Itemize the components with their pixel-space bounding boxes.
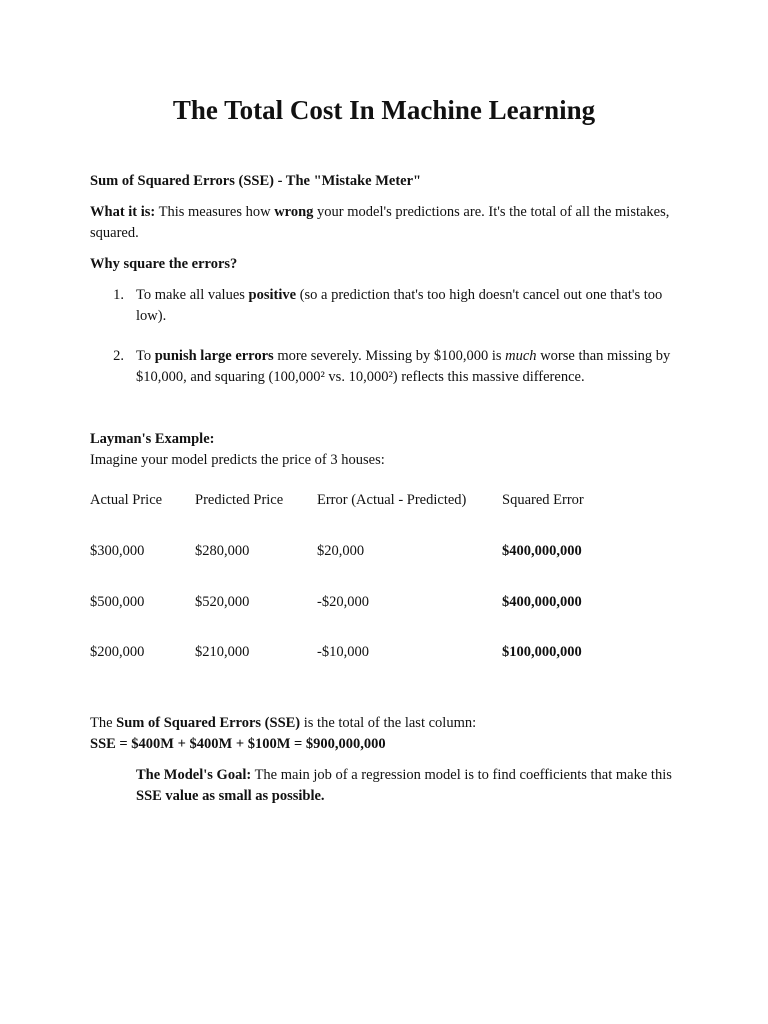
table-cell-squared: $400,000,000 (502, 543, 582, 559)
goal-text-1: The main job of a regression model is to find coefficients that make this (251, 767, 672, 783)
what-it-is-text-2: your model's predictions are. It's the total of all the mistakes, squared. (90, 204, 670, 241)
summary-text-2: is the total of the last column: (300, 715, 477, 731)
goal-emphasis: SSE value as small as possible. (136, 788, 325, 804)
section-heading (90, 171, 421, 192)
table-header-error: Error (Actual - Predicted) (317, 492, 467, 508)
table-cell: $500,000 (90, 594, 145, 610)
goal-label: The Model's Goal: (136, 767, 252, 783)
goal-paragraph (136, 765, 681, 807)
page-title: The Total Cost In Machine Learning (172, 95, 596, 125)
sse-formula-text: SSE = $400M + $400M + $100M = $900,000,000 (90, 736, 386, 752)
reason-1-text (136, 285, 681, 327)
reason-2-emphasis: punish large errors (154, 348, 274, 364)
table-cell: -$10,000 (317, 644, 369, 660)
table-cell-squared: $400,000,000 (502, 594, 582, 610)
table-header-squared: Squared Error (502, 492, 584, 508)
table-cell: $280,000 (195, 543, 250, 559)
summary-line (90, 713, 476, 734)
example-heading (90, 429, 214, 450)
table-cell-squared: $100,000,000 (502, 644, 582, 660)
why-heading (90, 254, 237, 275)
what-it-is-text-1: This measures how (155, 204, 275, 220)
why-heading-text: Why square the errors? (90, 256, 238, 272)
table-cell: $520,000 (195, 594, 250, 610)
table-cell: $200,000 (90, 644, 145, 660)
reason-1-number: 1. (113, 287, 124, 303)
section-heading-text: Sum of Squared Errors (SSE) - The "Mistake Meter" (90, 173, 422, 189)
table-cell: $300,000 (90, 543, 145, 559)
reason-1-emphasis: positive (248, 287, 297, 303)
reason-2-italic: much (505, 348, 537, 364)
reason-1-text-1: To make all values (136, 287, 249, 303)
what-it-is-emphasis: wrong (274, 204, 314, 220)
example-heading-text: Layman's Example: (90, 431, 215, 447)
what-it-is-paragraph (90, 202, 680, 244)
reason-2-text (136, 346, 681, 388)
summary-text-1: The (90, 715, 117, 731)
reason-1-text-2: (so a prediction that's too high doesn't cancel out one that's too low). (136, 287, 663, 324)
what-it-is-label: What it is: (90, 204, 156, 220)
example-intro: Imagine your model predicts the price of 3 houses: (90, 452, 385, 468)
summary-emphasis: Sum of Squared Errors (SSE) (116, 715, 301, 731)
reason-2-number: 2. (113, 348, 124, 364)
reason-2-text-3: worse than missing by $10,000, and squaring (100,000² vs. 10,000²) reflects this massive difference. (136, 348, 671, 385)
table-cell: -$20,000 (317, 594, 369, 610)
table-header-predicted: Predicted Price (195, 492, 284, 508)
sse-formula (90, 734, 386, 755)
table-cell: $210,000 (195, 644, 250, 660)
reason-2-text-1: To (136, 348, 155, 364)
table-header-actual: Actual Price (90, 492, 163, 508)
reason-2-text-2: more severely. Missing by $100,000 is (273, 348, 506, 364)
table-cell: $20,000 (317, 543, 365, 559)
